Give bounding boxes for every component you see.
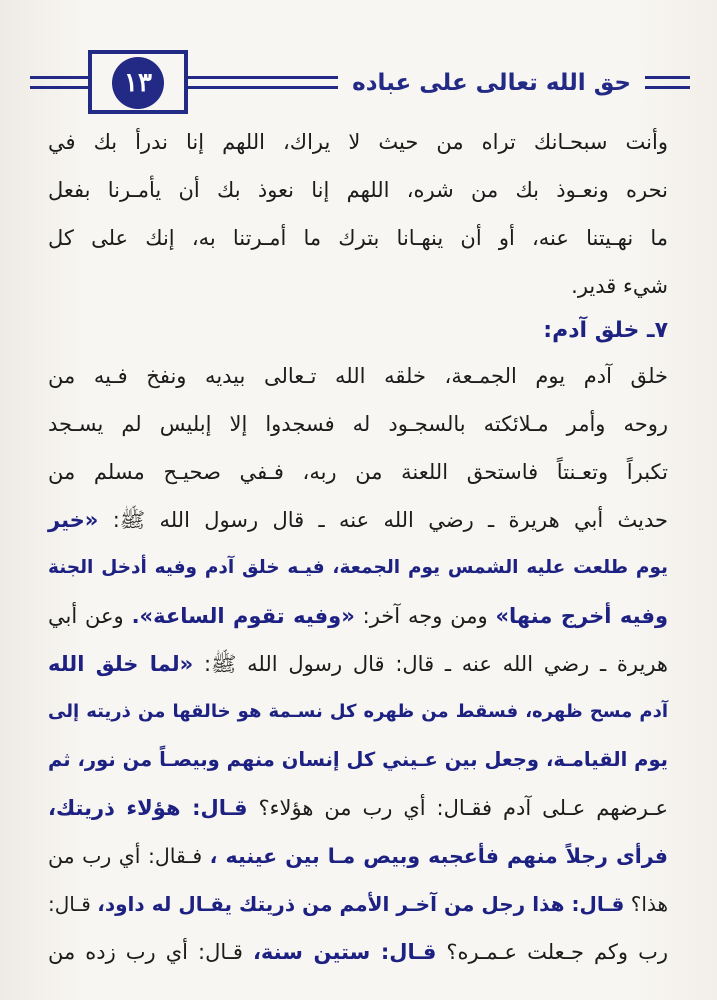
text-line (48, 592, 668, 640)
hadith-text: وفيه أخرج منها» (495, 604, 669, 628)
hadith-text: قـال: هذا رجل من آخـر الأمم من ذريتك يقـال له داود، (97, 892, 625, 916)
hadith-text: «خير (48, 508, 99, 532)
text-span: هذا؟ (630, 892, 668, 916)
hadith-text: قـال: ستين سنة، (252, 940, 437, 964)
page-number: ١٣ (112, 57, 164, 109)
text-span: رب وكم جـعلت عـمـره؟ (446, 940, 668, 964)
text-span: قـال: (48, 892, 91, 916)
text-line (48, 262, 668, 310)
hadith-text: آدم مسح ظهره، فسقط من ظهره كل نسـمة هو خالقها من ذريته إلى (48, 701, 668, 722)
text-span: حديث أبي هريرة ـ رضي الله عنه ـ قال رسول الله ﷺ: (112, 508, 668, 532)
hadith-text: «لما خلق الله (48, 652, 194, 676)
text-span: عـرضهم عـلى آدم فقـال: أي رب من هؤلاء؟ (258, 796, 668, 820)
text-span: تكبراً وتعـنتاً فاستحق اللعنة من ربه، فـفي صحيـح مسلم من (48, 460, 668, 484)
text-span: ما نهـيتنا عنه، أو أن ينهـانا بترك ما أمـرتنا به، إنك على كل (48, 226, 668, 250)
text-line (48, 544, 668, 592)
hadith-text: فرأى رجلاً منهم فأعجبه وبيص مـا بين عينيه ، (209, 844, 668, 868)
text-span: هريرة ـ رضي الله عنه ـ قال: قال رسول الله ﷺ: (203, 652, 668, 676)
text-line (48, 352, 668, 400)
text-line (48, 688, 668, 736)
text-line (48, 214, 668, 262)
text-line (48, 640, 668, 688)
text-span: نحره ونعـوذ بك من شره، اللهم إنا نعوذ بك أن يأمـرنا بفعل (48, 178, 668, 202)
text-span: قـال: أي رب زده من (48, 940, 243, 964)
text-span: روحه وأمر مـلائكته بالسجـود له فسجدوا إلا إبليس لم يسـجد (48, 412, 668, 436)
page-number-frame (88, 50, 188, 114)
text-line (48, 400, 668, 448)
page-body (48, 118, 668, 976)
text-span: فـقال: أي رب من (48, 844, 203, 868)
text-span: خلق آدم يوم الجمـعة، خلقه الله تـعالى بيديه ونفخ فـيه من (48, 364, 668, 388)
text-span: وعن أبي (48, 604, 124, 628)
text-line (48, 166, 668, 214)
text-line (48, 880, 668, 928)
text-span: شيء قدير. (571, 274, 668, 298)
running-title: حق الله تعالى على عباده (352, 70, 631, 96)
hadith-text: قـال: هؤلاء ذريتك، (48, 796, 248, 820)
text-line (48, 496, 668, 544)
text-span: وأنت سبحـانك تراه من حيث لا يراك، اللهم إنا ندرأ بك في (48, 130, 668, 154)
hadith-text: يوم طلعت عليه الشمس يوم الجمعة، فيـه خلق آدم وفيه أدخل الجنة (48, 557, 668, 578)
text-line (48, 736, 668, 784)
text-line (48, 928, 668, 976)
header-title-wrap (338, 62, 645, 104)
text-line (48, 832, 668, 880)
text-span: ومن وجه آخر: (362, 604, 488, 628)
text-line (48, 448, 668, 496)
text-line (48, 784, 668, 832)
hadith-text: «وفيه تقوم الساعة». (131, 604, 355, 628)
page-header (30, 50, 690, 120)
section-heading: ٧ـ خلق آدم: (543, 318, 668, 343)
hadith-text: يوم القيامـة، وجعل بين عـيني كل إنسان منهم وبيصـاً من نور، ثم (48, 748, 668, 771)
text-line (48, 118, 668, 166)
